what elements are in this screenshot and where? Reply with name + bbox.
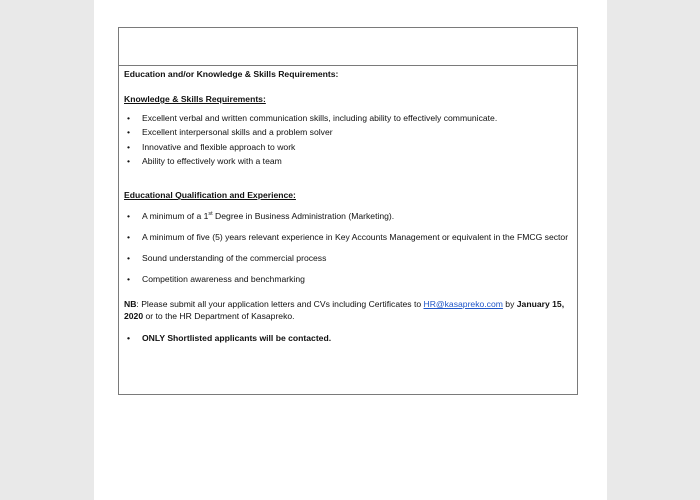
bullet-icon: •	[127, 113, 131, 123]
shortlist-note: • ONLY Shortlisted applicants will be contacted.	[127, 333, 332, 344]
knowledge-skills-heading: Knowledge & Skills Requirements:	[124, 94, 266, 104]
list-item: • Excellent interpersonal skills and a problem solver	[127, 127, 333, 138]
email-link[interactable]: HR@kasapreko.com	[423, 299, 503, 310]
list-item: • Ability to effectively work with a team	[127, 156, 282, 167]
requirements-table	[118, 27, 578, 395]
bullet-icon: •	[127, 127, 131, 138]
list-item: • A minimum of a 1st Degree in Business Administration (Marketing).	[127, 211, 395, 222]
education-list	[124, 210, 572, 285]
list-item: • Sound understanding of the commercial process	[127, 253, 327, 264]
section-heading: Education and/or Knowledge & Skills Requirements:	[124, 69, 339, 79]
bullet-icon: •	[127, 156, 131, 167]
bullet-icon: •	[127, 232, 131, 243]
empty-header-cell	[119, 28, 577, 66]
nb-label: NB	[124, 299, 137, 310]
nb-paragraph: NB: Please submit all your application letters and CVs including Certificates to HR@kasapreko.com by January 15, 2020 or to the HR Department of Kasapreko.	[124, 299, 565, 322]
bullet-icon: •	[127, 141, 131, 152]
list-item: • A minimum of five (5) years relevant experience in Key Accounts Management or equivalent in the FMCG sector	[127, 232, 569, 243]
document-page	[94, 0, 607, 500]
bullet-icon: •	[127, 274, 131, 285]
bullet-icon: •	[127, 333, 131, 344]
requirements-cell	[119, 66, 577, 344]
deadline-date: January 15, 2020	[124, 299, 565, 322]
list-item: • Competition awareness and benchmarking	[127, 274, 305, 285]
list-item: • Excellent verbal and written communication skills, including ability to effectively communicate.	[127, 113, 498, 123]
list-item: • Innovative and flexible approach to work	[127, 141, 296, 152]
shortlist-list	[124, 332, 572, 344]
education-heading: Educational Qualification and Experience:	[124, 190, 296, 201]
bullet-icon: •	[127, 211, 131, 222]
knowledge-skills-list	[124, 112, 572, 167]
bullet-icon: •	[127, 253, 131, 264]
